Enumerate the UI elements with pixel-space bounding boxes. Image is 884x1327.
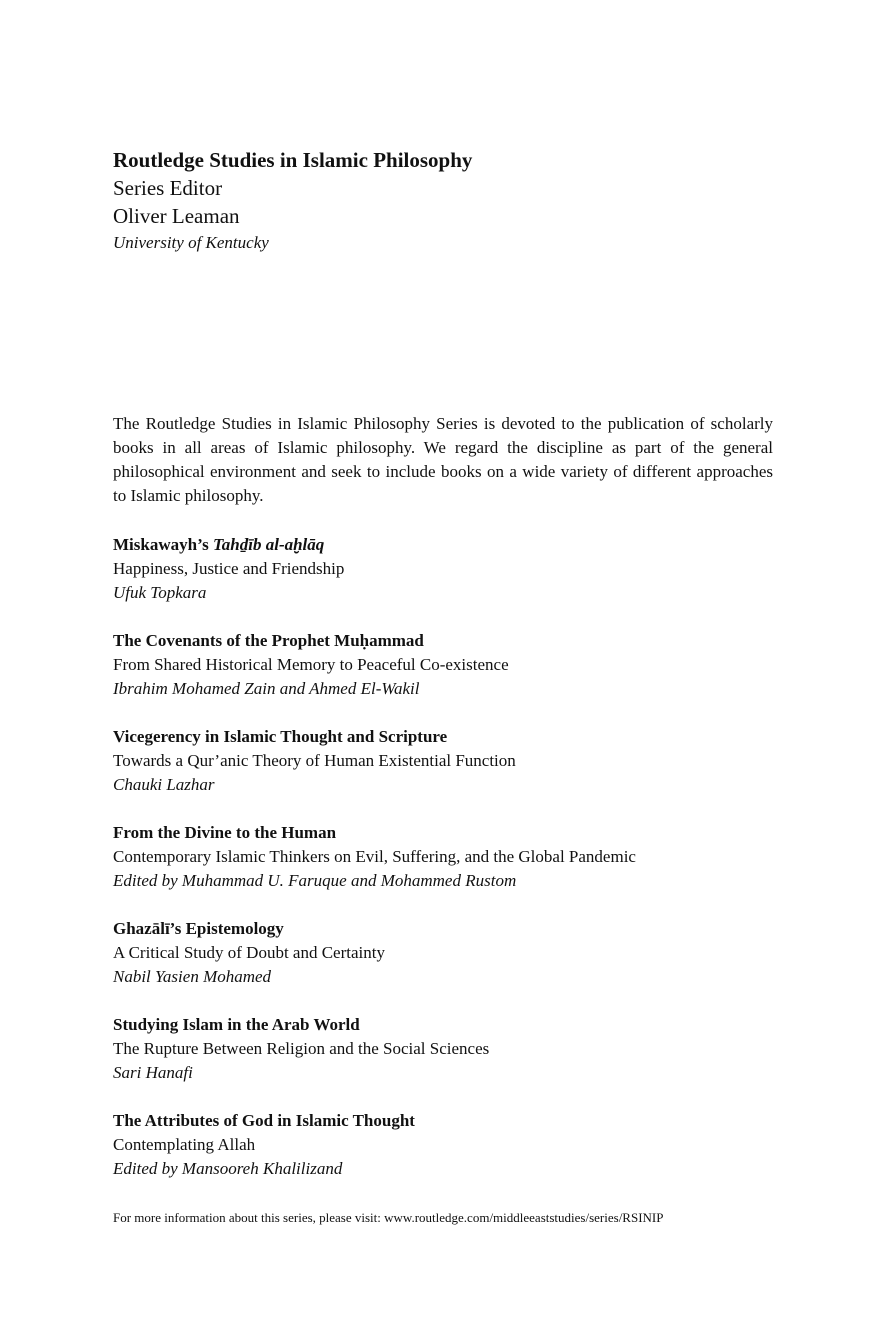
- book-entry: [113, 821, 773, 893]
- book-entry: [113, 1013, 773, 1085]
- book-title-text: Miskawayh’s: [113, 535, 213, 554]
- book-title-text: Vicegerency in Islamic Thought and Scripture: [113, 727, 448, 746]
- book-author: Sari Hanafi: [113, 1063, 193, 1082]
- book-title-text: From the Divine to the Human: [113, 823, 337, 842]
- book-title: [113, 533, 773, 557]
- book-title-text: The Attributes of God in Islamic Thought: [113, 1111, 415, 1130]
- book-entry: [113, 533, 773, 605]
- book-title: [113, 1013, 773, 1037]
- book-subtitle: A Critical Study of Doubt and Certainty: [113, 943, 385, 962]
- book-author: Nabil Yasien Mohamed: [113, 967, 272, 986]
- book-subtitle: Towards a Qur’anic Theory of Human Existential Function: [113, 751, 516, 770]
- series-title: Routledge Studies in Islamic Philosophy: [113, 148, 473, 172]
- book-entry: [113, 629, 773, 701]
- series-editor-name: Oliver Leaman: [113, 204, 240, 228]
- footer-note: For more information about this series, please visit: www.routledge.com/middleeaststudies/series/RSINIP: [113, 1210, 664, 1225]
- book-title-text: Ghazālī’s Epistemology: [113, 919, 284, 938]
- book-author: Edited by Muhammad U. Faruque and Mohammed Rustom: [113, 871, 517, 890]
- book-entry: [113, 1109, 773, 1181]
- book-title: [113, 629, 773, 653]
- series-editor-affiliation: University of Kentucky: [113, 233, 269, 252]
- book-title: [113, 821, 773, 845]
- series-description: The Routledge Studies in Islamic Philosophy Series is devoted to the publication of scholarly books in all areas of Islamic philosophy. We regard the discipline as part of the general philosophical environment and seek to include books on a wide variety of different approaches to Islamic philosophy.: [113, 414, 773, 505]
- book-title: [113, 725, 773, 749]
- series-editor-label: Series Editor: [113, 176, 223, 200]
- book-title: [113, 917, 773, 941]
- book-author: Ufuk Topkara: [113, 583, 207, 602]
- book-author: Ibrahim Mohamed Zain and Ahmed El-Wakil: [113, 679, 420, 698]
- book-author: Edited by Mansooreh Khalilizand: [113, 1159, 343, 1178]
- book-subtitle: From Shared Historical Memory to Peaceful Co-existence: [113, 655, 509, 674]
- book-subtitle: Happiness, Justice and Friendship: [113, 559, 345, 578]
- book-list: [113, 533, 773, 1205]
- book-title: [113, 1109, 773, 1133]
- book-title-text: Studying Islam in the Arab World: [113, 1015, 360, 1034]
- book-author: Chauki Lazhar: [113, 775, 215, 794]
- book-title-italic: Tahḏīb al-aḫlāq: [212, 535, 325, 554]
- book-entry: [113, 725, 773, 797]
- series-header: [113, 146, 773, 256]
- book-subtitle: The Rupture Between Religion and the Social Sciences: [113, 1039, 490, 1058]
- book-entry: [113, 917, 773, 989]
- book-title-text: The Covenants of the Prophet Muḥammad: [113, 631, 424, 650]
- book-subtitle: Contemplating Allah: [113, 1135, 256, 1154]
- book-subtitle: Contemporary Islamic Thinkers on Evil, Suffering, and the Global Pandemic: [113, 847, 636, 866]
